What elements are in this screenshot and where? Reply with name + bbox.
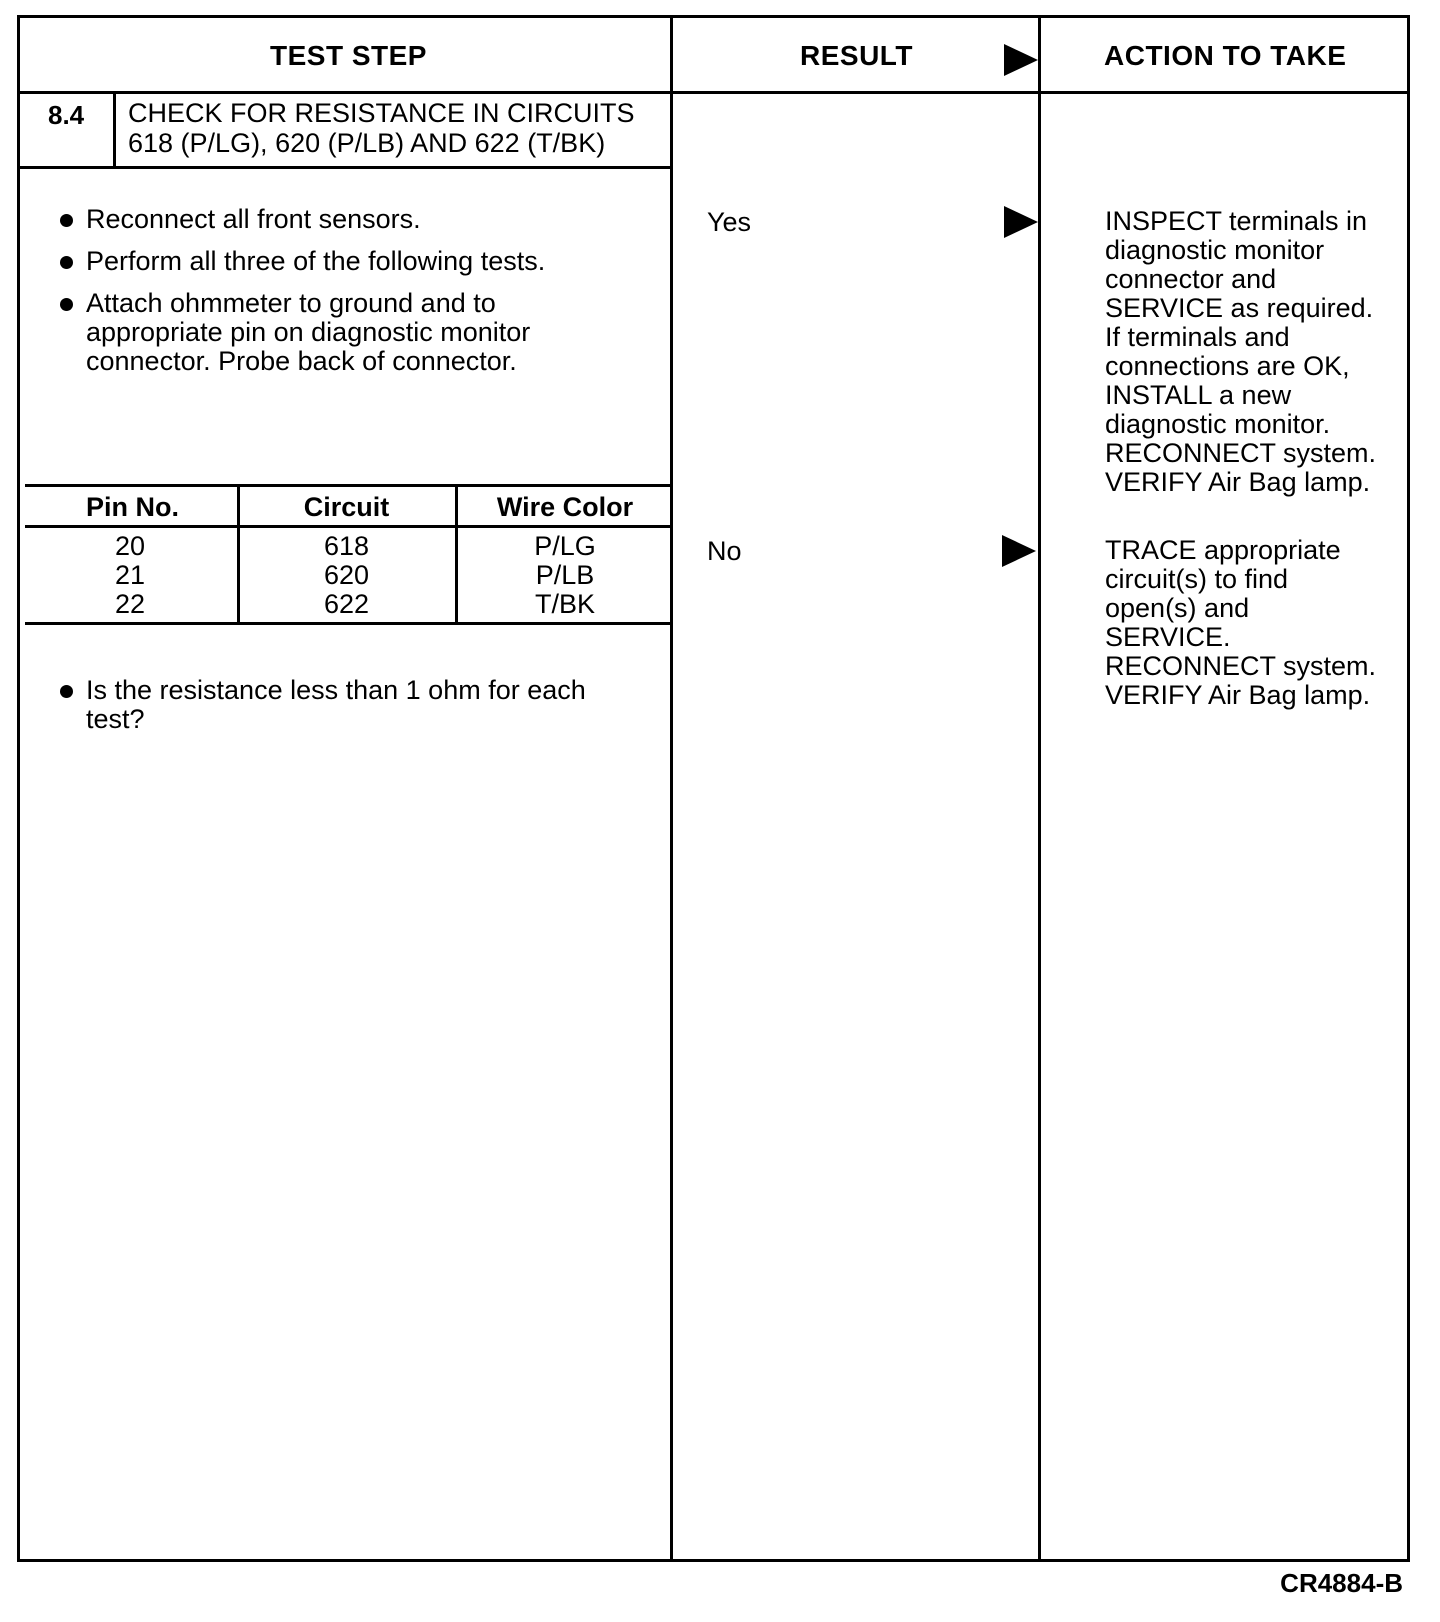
action-line: open(s) and xyxy=(1105,593,1250,623)
pin-table-cell: 21 xyxy=(114,560,146,590)
action-line: RECONNECT system. xyxy=(1105,438,1377,468)
pin-table-header-wire-color: Wire Color xyxy=(496,492,634,522)
pin-table-bottom-rule xyxy=(25,622,673,625)
action-line: If terminals and xyxy=(1105,322,1290,352)
action-line: SERVICE as required. xyxy=(1105,293,1374,323)
result-yes-arrow-icon xyxy=(1004,206,1038,238)
pin-table-header-pin: Pin No. xyxy=(86,492,179,522)
action-line: INSPECT terminals in xyxy=(1105,206,1368,236)
question-block xyxy=(52,676,672,747)
action-line: TRACE appropriate xyxy=(1105,535,1341,565)
header-action: ACTION TO TAKE xyxy=(1104,40,1347,71)
step-title-line1: CHECK FOR RESISTANCE IN CIRCUITS xyxy=(128,98,635,128)
step-number-divider xyxy=(113,91,116,167)
step-title-line2: 618 (P/LG), 620 (P/LB) AND 622 (T/BK) xyxy=(128,128,606,158)
instruction-list xyxy=(52,205,672,389)
figure-code: CR4884-B xyxy=(1280,1568,1403,1598)
header-rule xyxy=(17,91,1410,94)
result-yes: Yes xyxy=(707,207,752,237)
action-line: SERVICE. xyxy=(1105,622,1231,652)
action-line: diagnostic monitor. xyxy=(1105,409,1331,439)
pin-table-cell: P/LG xyxy=(534,531,596,561)
result-no-arrow-icon xyxy=(1002,535,1036,567)
action-line: RECONNECT system. xyxy=(1105,651,1377,681)
action-line: INSTALL a new xyxy=(1105,380,1292,410)
pin-table-cell: 22 xyxy=(114,589,146,619)
pin-table-cell: P/LB xyxy=(535,560,595,590)
pin-table-cell: 620 xyxy=(323,560,370,590)
header-test-step: TEST STEP xyxy=(270,40,427,71)
header-arrow-icon xyxy=(1004,44,1038,76)
divider-result-action xyxy=(1038,15,1041,1562)
question-text: Is the resistance less than 1 ohm for each test? xyxy=(52,676,646,734)
action-line: VERIFY Air Bag lamp. xyxy=(1105,467,1371,497)
instruction-item: Reconnect all front sensors. xyxy=(52,205,672,234)
result-no: No xyxy=(707,536,742,566)
action-yes xyxy=(1105,207,1405,497)
pin-table-cell: 618 xyxy=(323,531,370,561)
header-result: RESULT xyxy=(800,40,913,71)
action-line: connections are OK, xyxy=(1105,351,1350,381)
pin-table-cell: 622 xyxy=(323,589,370,619)
pin-table-header-rule xyxy=(25,525,673,528)
step-number: 8.4 xyxy=(48,100,85,130)
instruction-item: Attach ohmmeter to ground and to appropriate pin on diagnostic monitor connector. Probe back of connector. xyxy=(52,289,556,376)
instruction-item: Perform all three of the following tests. xyxy=(52,247,672,276)
pin-table-cell: T/BK xyxy=(534,589,595,619)
pin-table-top-rule xyxy=(25,484,673,487)
pin-table-cell: 20 xyxy=(114,531,146,561)
action-line: diagnostic monitor xyxy=(1105,235,1325,265)
action-line: circuit(s) to find xyxy=(1105,564,1289,594)
action-line: VERIFY Air Bag lamp. xyxy=(1105,680,1371,710)
action-line: connector and xyxy=(1105,264,1277,294)
step-title xyxy=(128,98,635,158)
step-title-rule xyxy=(17,166,673,169)
action-no xyxy=(1105,536,1405,710)
pin-table-header-circuit: Circuit xyxy=(303,492,390,522)
